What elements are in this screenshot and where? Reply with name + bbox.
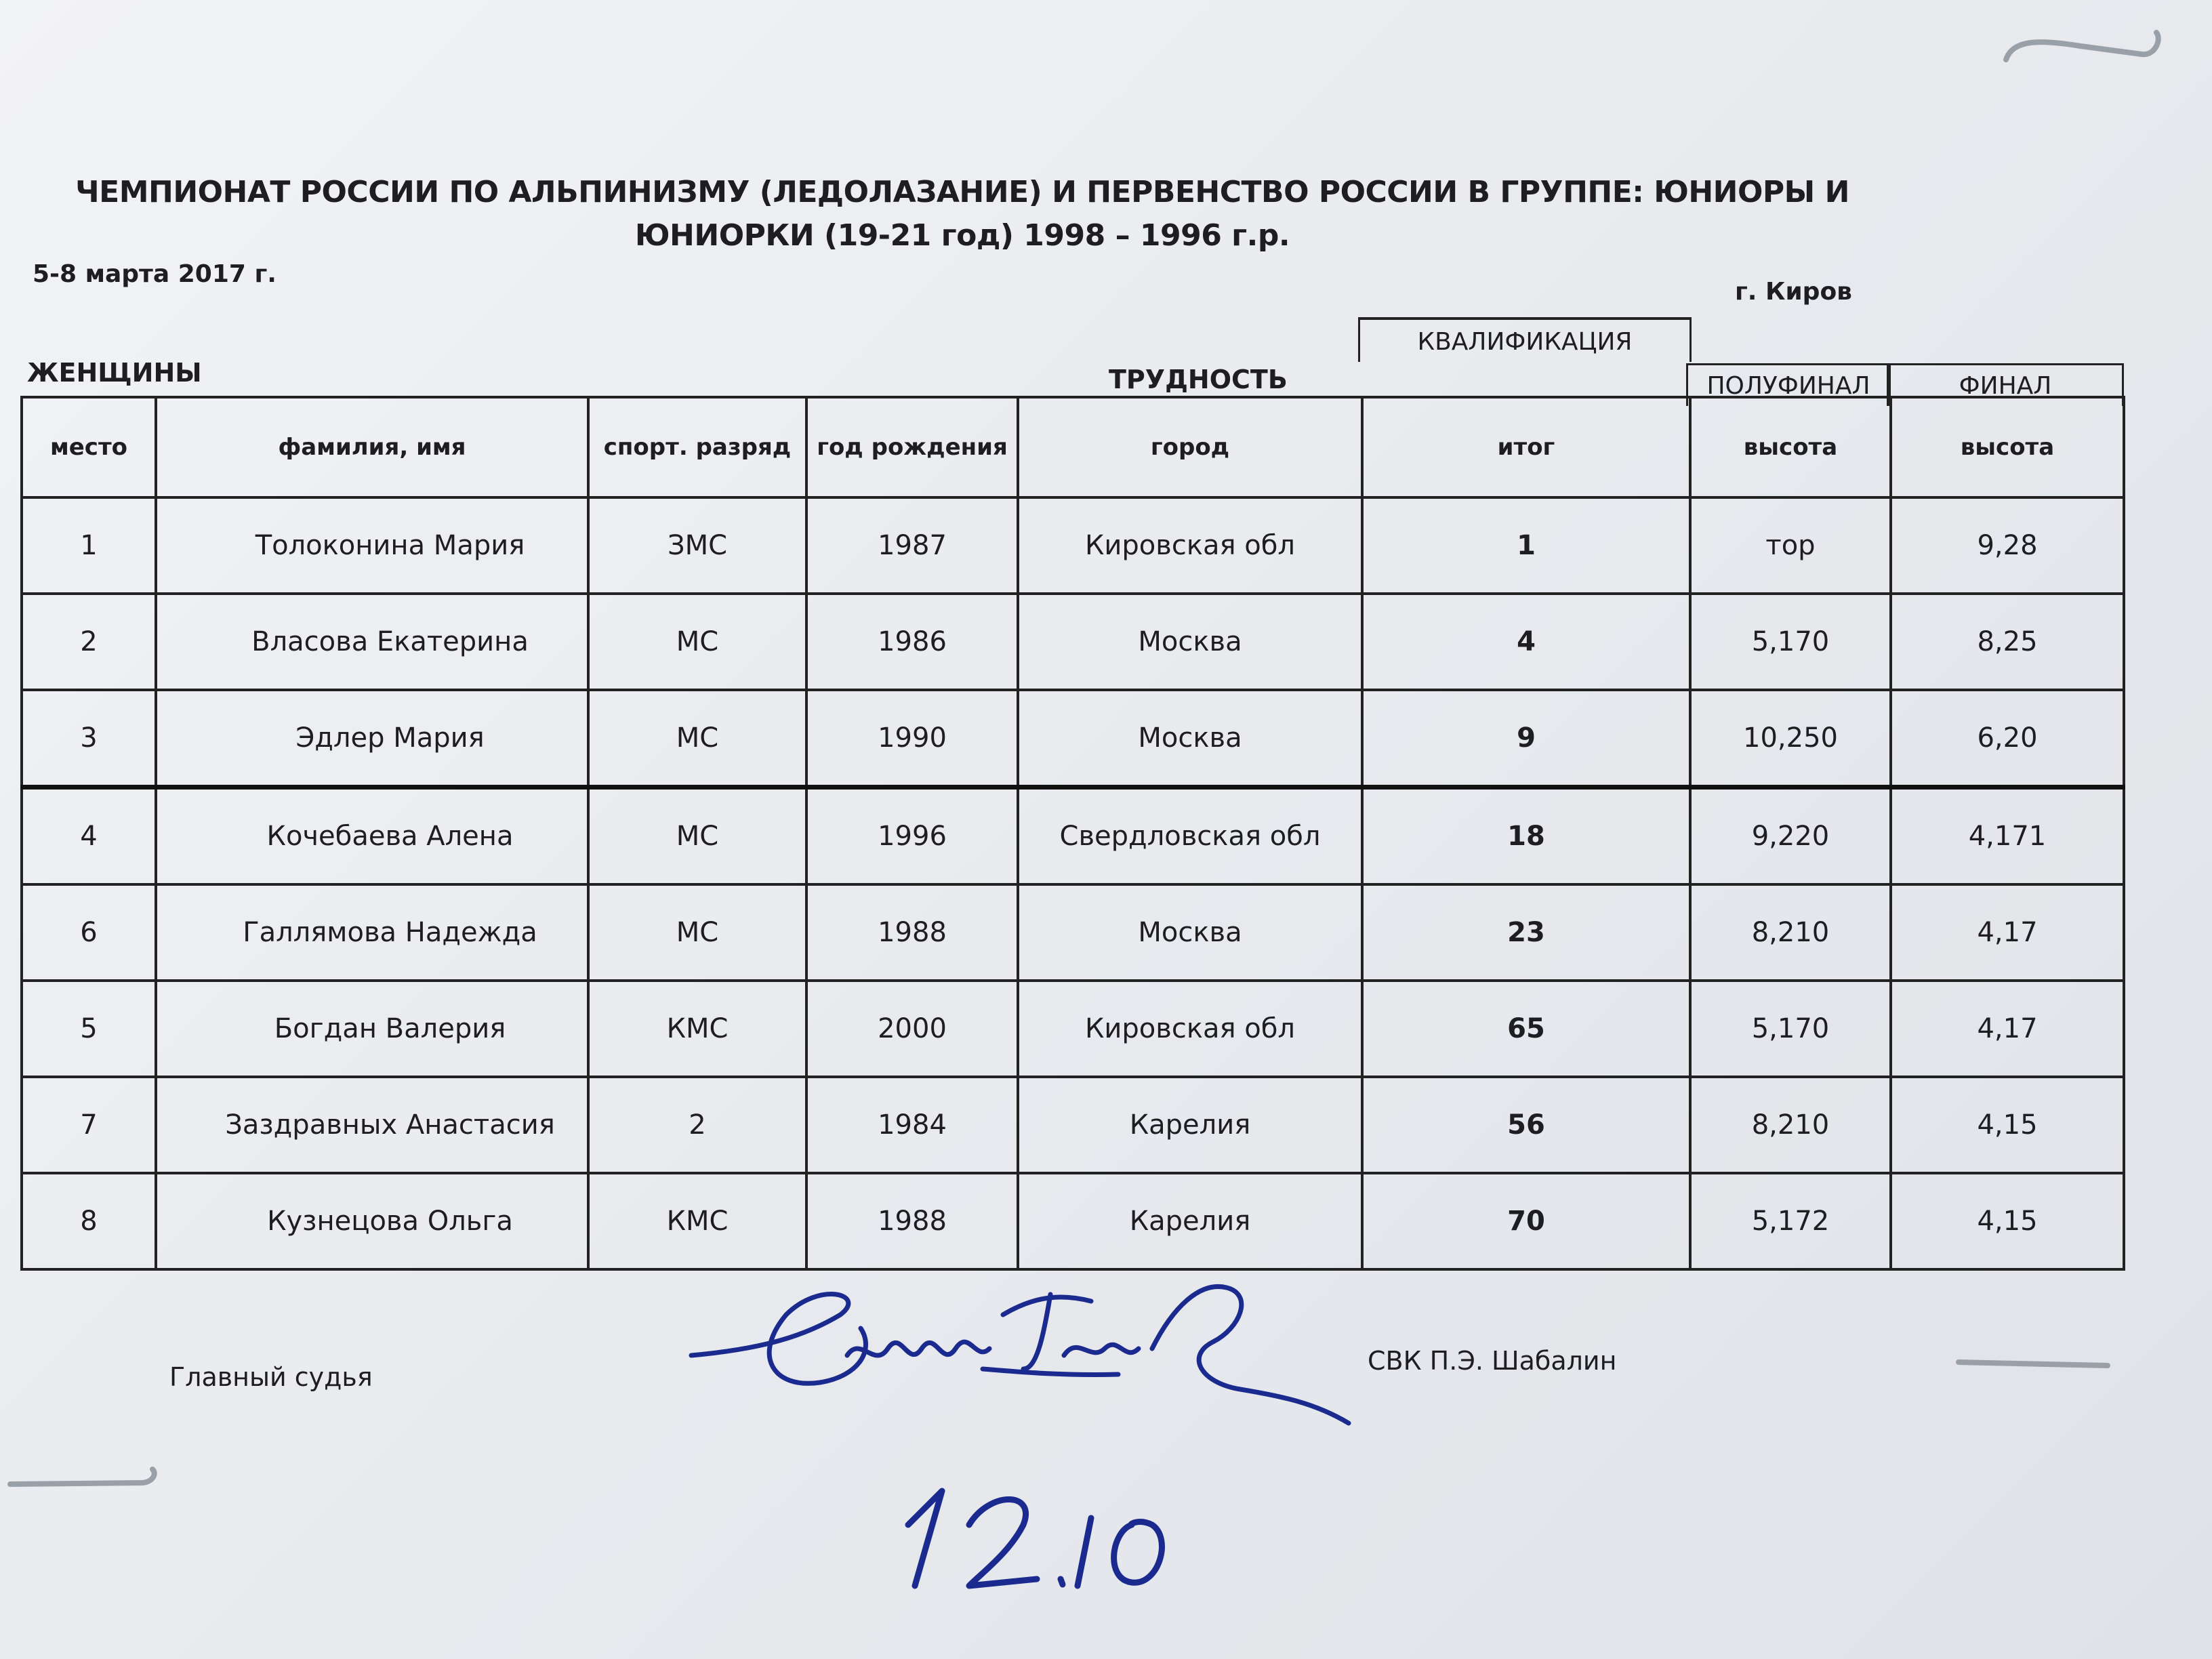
year-cell: 1990	[806, 690, 1018, 787]
semifinal-cell: 8,210	[1690, 1077, 1891, 1173]
final-cell: 4,15	[1891, 1173, 2124, 1269]
place-cell: 1	[22, 497, 156, 594]
column-header: высота	[1891, 397, 2124, 497]
name-cell: Кузнецова Ольга	[156, 1173, 588, 1269]
name-cell: Толоконина Мария	[156, 497, 588, 594]
name-cell: Галлямова Надежда	[156, 884, 588, 981]
total-cell: 70	[1362, 1173, 1690, 1269]
final-cell: 4,17	[1891, 884, 2124, 981]
final-cell: 6,20	[1891, 690, 2124, 787]
final-cell: 4,171	[1891, 787, 2124, 885]
total-cell: 9	[1362, 690, 1690, 787]
year-cell: 1986	[806, 594, 1018, 690]
rank-cell: МС	[588, 787, 806, 885]
total-cell: 65	[1362, 981, 1690, 1077]
column-header: место	[22, 397, 156, 497]
city-cell: Москва	[1018, 690, 1362, 787]
table-header-row	[22, 397, 2124, 497]
rank-cell: КМС	[588, 981, 806, 1077]
semifinal-cell: 5,172	[1690, 1173, 1891, 1269]
city-cell: Москва	[1018, 884, 1362, 981]
rank-cell: МС	[588, 690, 806, 787]
place-cell: 2	[22, 594, 156, 690]
staple-icon	[7, 1464, 163, 1498]
table-row	[22, 981, 2124, 1077]
city-cell: Кировская обл	[1018, 981, 1362, 1077]
table-row	[22, 497, 2124, 594]
table-row	[22, 690, 2124, 787]
city-cell: Москва	[1018, 594, 1362, 690]
final-header: ФИНАЛ	[1887, 363, 2124, 406]
staple-icon	[1952, 1349, 2121, 1382]
year-cell: 2000	[806, 981, 1018, 1077]
qualification-header: КВАЛИФИКАЦИЯ	[1358, 317, 1692, 362]
final-cell: 9,28	[1891, 497, 2124, 594]
city-cell: Карелия	[1018, 1077, 1362, 1173]
column-header: итог	[1362, 397, 1690, 497]
column-header: спорт. разряд	[588, 397, 806, 497]
table-row	[22, 884, 2124, 981]
rank-cell: 2	[588, 1077, 806, 1173]
name-cell: Эдлер Мария	[156, 690, 588, 787]
table-row	[22, 1077, 2124, 1173]
semifinal-cell: 10,250	[1690, 690, 1891, 787]
document-title: ЧЕМПИОНАТ РОССИИ ПО АЛЬПИНИЗМУ (ЛЕДОЛАЗАНИЕ) И ПЕРВЕНСТВО РОССИИ В ГРУППЕ: ЮНИОРЫ И ЮНИОРКИ (19-21 год) 1998 – 1996 г.р.	[75, 175, 1849, 253]
rank-cell: МС	[588, 884, 806, 981]
column-header: год рождения	[806, 397, 1018, 497]
city-cell: Кировская обл	[1018, 497, 1362, 594]
semifinal-header: ПОЛУФИНАЛ	[1686, 363, 1891, 406]
final-cell: 8,25	[1891, 594, 2124, 690]
rank-cell: ЗМС	[588, 497, 806, 594]
discipline-label: ТРУДНОСТЬ	[1109, 365, 1288, 394]
event-dates: 5-8 марта 2017 г.	[33, 260, 276, 288]
column-header: фамилия, имя	[156, 397, 588, 497]
total-cell: 56	[1362, 1077, 1690, 1173]
place-cell: 7	[22, 1077, 156, 1173]
total-cell: 4	[1362, 594, 1690, 690]
column-header: высота	[1690, 397, 1891, 497]
table-row	[22, 594, 2124, 690]
column-header: город	[1018, 397, 1362, 497]
final-cell: 4,17	[1891, 981, 2124, 1077]
final-cell: 4,15	[1891, 1077, 2124, 1173]
city-cell: Свердловская обл	[1018, 787, 1362, 885]
rank-cell: МС	[588, 594, 806, 690]
place-cell: 8	[22, 1173, 156, 1269]
year-cell: 1988	[806, 1173, 1018, 1269]
total-cell: 23	[1362, 884, 1690, 981]
place-cell: 5	[22, 981, 156, 1077]
name-cell: Кочебаева Алена	[156, 787, 588, 885]
name-cell: Богдан Валерия	[156, 981, 588, 1077]
semifinal-cell: 5,170	[1690, 981, 1891, 1077]
total-cell: 18	[1362, 787, 1690, 885]
rank-cell: КМС	[588, 1173, 806, 1269]
year-cell: 1988	[806, 884, 1018, 981]
place-cell: 3	[22, 690, 156, 787]
table-row	[22, 787, 2124, 885]
handwritten-note-graphic	[888, 1477, 1240, 1599]
category-label: ЖЕНЩИНЫ	[27, 358, 202, 388]
event-city: г. Киров	[1735, 278, 1852, 306]
place-cell: 4	[22, 787, 156, 885]
chief-judge-label: Главный судья	[169, 1362, 373, 1392]
total-cell: 1	[1362, 497, 1690, 594]
chief-judge-name: СВК П.Э. Шабалин	[1368, 1346, 1617, 1376]
year-cell: 1996	[806, 787, 1018, 885]
name-cell: Заздравных Анастасия	[156, 1077, 588, 1173]
year-cell: 1984	[806, 1077, 1018, 1173]
semifinal-cell: тор	[1690, 497, 1891, 594]
semifinal-cell: 5,170	[1690, 594, 1891, 690]
year-cell: 1987	[806, 497, 1018, 594]
place-cell: 6	[22, 884, 156, 981]
semifinal-cell: 8,210	[1690, 884, 1891, 981]
results-table	[20, 396, 2125, 1271]
signature-graphic	[684, 1254, 1362, 1457]
semifinal-cell: 9,220	[1690, 787, 1891, 885]
name-cell: Власова Екатерина	[156, 594, 588, 690]
city-cell: Карелия	[1018, 1173, 1362, 1269]
staple-icon	[1999, 19, 2169, 73]
